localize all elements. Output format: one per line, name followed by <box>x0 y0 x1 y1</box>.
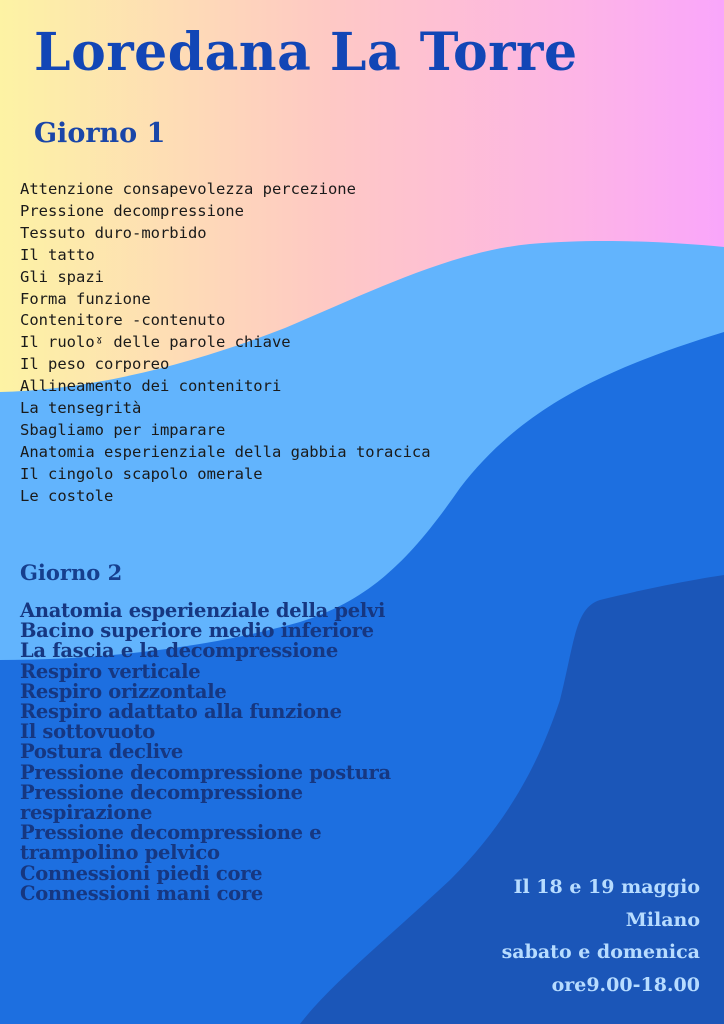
day1-topic: La tensegrità <box>20 399 142 418</box>
day1-topic: Contenitore -contenuto <box>20 311 226 330</box>
event-city: Milano <box>625 908 700 931</box>
day2-topic: Pressione decompressione postura <box>20 760 391 784</box>
day1-topic: Forma funzione <box>20 289 151 308</box>
day2-topic: Respiro adattato alla funzione <box>20 700 342 724</box>
day1-topic: Attenzione consapevolezza percezione <box>20 180 356 198</box>
day2-topic: Pressione decompressione <box>20 780 303 804</box>
day1-topic: Anatomia esperienziale della gabbia toracica <box>20 442 431 461</box>
day2-heading: Giorno 2 <box>20 560 123 585</box>
day1-topic: Il tatto <box>20 245 95 264</box>
day1-topic: Sbagliamo per imparare <box>20 420 226 439</box>
day1-topic: Pressione decompressione <box>20 201 244 220</box>
day2-topic: La fascia e la decompressione <box>20 639 338 663</box>
day2-topic: respirazione <box>20 801 153 825</box>
event-info <box>502 871 700 1001</box>
day2-topic: Respiro orizzontale <box>20 679 227 703</box>
day1-topic: Tessuto duro-morbido <box>20 223 207 242</box>
event-hours: ore9.00-18.00 <box>551 973 700 996</box>
day1-topic: Gli spazi <box>20 267 104 286</box>
event-days: sabato e domenica <box>501 941 700 963</box>
day1-topic-list <box>20 179 431 508</box>
day1-topic: Le costole <box>20 486 114 505</box>
day2-topic: Anatomia esperienziale della pelvi <box>20 599 386 622</box>
day2-topic: trampolino pelvico <box>20 841 220 865</box>
day2-topic: Il sottovuoto <box>20 720 155 744</box>
day2-topic: Postura declive <box>20 740 183 764</box>
day1-topic: Allineamento dei contenitori <box>20 377 282 396</box>
event-dates: Il 18 e 19 maggio <box>513 876 700 898</box>
day2-topic-list <box>20 601 391 904</box>
day1-topic: Il cingolo scapolo omerale <box>20 464 263 483</box>
day2-topic: Pressione decompressione e <box>20 821 322 845</box>
day1-topic: Il ruoloˠ delle parole chiave <box>20 333 291 352</box>
poster-title: Loredana La Torre <box>34 22 578 83</box>
day2-topic: Bacino superiore medio inferiore <box>20 619 374 643</box>
day1-heading: Giorno 1 <box>34 118 166 149</box>
day2-topic: Respiro verticale <box>20 659 201 683</box>
day2-topic: Connessioni piedi core <box>20 861 263 885</box>
day2-topic: Connessioni mani core <box>20 881 263 905</box>
day1-topic: Il peso corporeo <box>20 355 170 374</box>
